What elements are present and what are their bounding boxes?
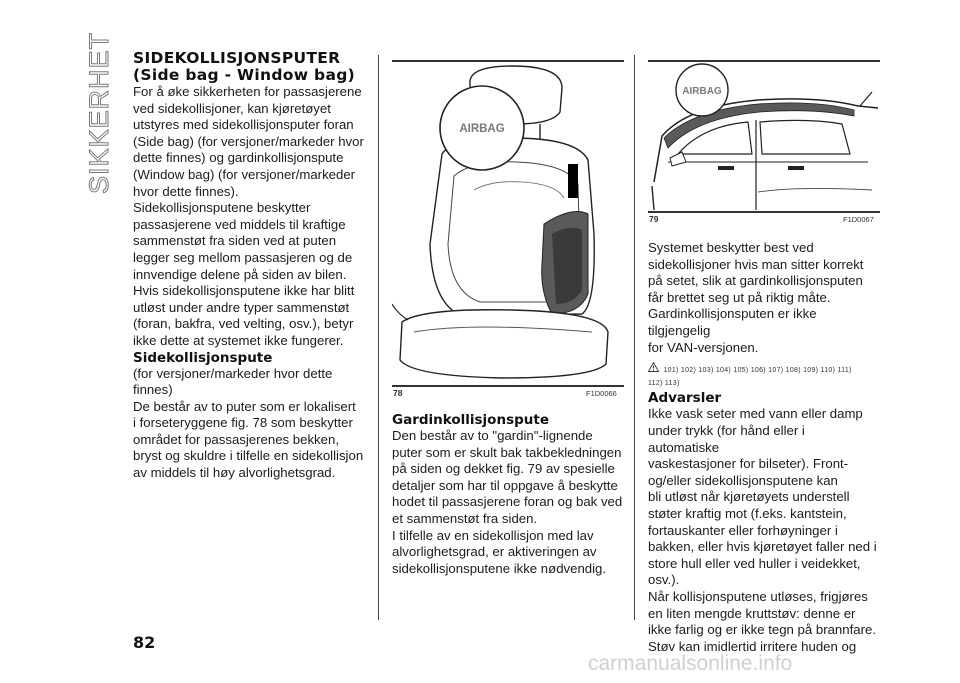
col2-para2	[392, 528, 624, 578]
warning-refs-line1: 101) 102) 103) 104) 105) 106) 107) 108) 109) 110) 111)	[663, 367, 852, 375]
text-line: hvor dette finnes).	[133, 183, 239, 199]
text-line: ikke dette at systemet ikke fungerer.	[133, 332, 344, 348]
subheading-window-airbag: Gardinkollisjonspute	[392, 412, 549, 428]
text-line: sammenstøt fra siden ved at puten	[133, 233, 337, 249]
col1-para5	[133, 399, 365, 482]
subheading-warnings: Advarsler	[648, 390, 722, 407]
figure-number: 79	[649, 214, 659, 224]
text-line: De består av to puter som er lokalisert	[133, 398, 356, 414]
airbag-badge-label: AIRBAG	[682, 86, 722, 97]
text-line: puter som er skult bak takbekledningen	[392, 444, 622, 460]
text-line: (Window bag) (for versjoner/markeder	[133, 166, 356, 182]
section-side-tab-label: SIKKERHET	[84, 31, 114, 194]
text-line: vaskestasjoner for bilseter). Front-	[648, 456, 849, 472]
text-line: Den består av to "gardin"-lignende	[392, 428, 593, 443]
col2-para1	[392, 428, 624, 528]
subheading-side-airbag: Sidekollisjonspute	[133, 349, 273, 366]
text-line: utstyres med sidekollisjonsputer foran	[133, 117, 354, 133]
seat-airbag-illustration	[392, 64, 624, 382]
text-line: Ikke vask seter med vann eller damp	[648, 406, 863, 422]
text-line: sidekollisjonsputene ikke nødvendig.	[392, 560, 607, 576]
col3-para1	[648, 240, 878, 306]
col3-para4	[648, 589, 878, 655]
text-line: detaljer som har til oppgave å beskytte	[392, 477, 618, 493]
text-line: store hull eller ved huller i veidekket,	[648, 555, 861, 571]
column-3	[648, 240, 878, 655]
column-1	[133, 50, 365, 482]
text-line: på siden og dekket fig. 79 av spesielle	[392, 461, 615, 477]
col3-para3	[648, 406, 878, 589]
text-line: en liten mengde kruttstøv: denne er	[648, 605, 856, 621]
text-line: for VAN-versjonen.	[648, 339, 759, 355]
text-line: (Side bag) (for versjoner/markeder hvor	[133, 133, 364, 149]
text-line: legger seg mellom passasjeren og de	[133, 249, 353, 265]
text-line: under trykk (for hånd eller i automatiske	[648, 422, 805, 455]
text-line: Systemet beskytter best ved	[648, 240, 814, 255]
text-line: og/eller sidekollisjonsputene kan	[648, 472, 838, 488]
text-line: finnes)	[133, 382, 173, 398]
page-number: 82	[133, 633, 156, 652]
col1-para1	[133, 84, 365, 200]
text-line: utløst under andre typer sammenstøt	[133, 299, 350, 315]
text-line: For å øke sikkerheten for passasjerene	[133, 84, 362, 99]
warning-references	[648, 359, 878, 387]
column-divider	[378, 55, 379, 620]
text-line: ved sidekollisjoner, kan kjøretøyet	[133, 100, 331, 116]
figure-bottom-rule	[648, 211, 880, 213]
text-line: bakken, eller hvis kjøretøyet faller ned i	[648, 539, 877, 555]
text-line: hodet til passasjerene foran og bak ved	[392, 494, 623, 510]
figure-top-rule	[392, 60, 624, 62]
column-2	[392, 412, 624, 577]
text-line: av middels til høy alvorlighetsgrad.	[133, 465, 336, 481]
text-line: dette finnes) og gardinkollisjonspute	[133, 150, 344, 166]
text-line: får brettet seg ut på riktig måte.	[648, 289, 831, 305]
figure-number: 78	[393, 388, 403, 398]
text-line: på setet, slik at gardinkollisjonsputen	[648, 273, 863, 289]
warning-triangle-icon	[648, 359, 659, 377]
text-line: alvorlighetsgrad, er aktiveringen av	[392, 544, 597, 560]
col1-para3	[133, 283, 365, 349]
text-line: området for passasjerenes bekken,	[133, 431, 339, 447]
text-line: Når kollisjonsputene utløses, frigjøres	[648, 588, 868, 604]
text-line: støter kraftig mot (f.eks. kantstein,	[648, 505, 847, 521]
watermark: carmanualsonline.info	[588, 652, 793, 675]
text-line: bli utløst når kjøretøyets understell	[648, 489, 850, 505]
warning-refs-line2: 112) 113)	[648, 380, 680, 388]
section-side-tab	[84, 31, 114, 194]
text-line: Hvis sidekollisjonsputene ikke har blitt	[133, 283, 355, 299]
airbag-badge-label: AIRBAG	[459, 123, 505, 135]
text-line: fortauskanter eller forhøyninger i	[648, 522, 838, 538]
section-heading-line1: SIDEKOLLISJONSPUTER	[133, 49, 341, 67]
text-line: Støv kan imidlertid irritere huden og	[648, 638, 857, 654]
column-divider	[634, 55, 635, 620]
text-line: passasjerene ved middels til kraftige	[133, 216, 346, 232]
text-line: osv.).	[648, 572, 680, 588]
car-window-airbag-illustration	[648, 62, 880, 212]
text-line: (for versjoner/markeder hvor dette	[133, 365, 333, 381]
col1-para4	[133, 366, 365, 399]
text-line: sidekollisjoner hvis man sitter korrekt	[648, 256, 864, 272]
text-line: ikke farlig og er ikke tegn på brannfare.	[648, 622, 876, 638]
col1-para2	[133, 200, 365, 283]
text-line: bryst og skuldre i tilfelle en sidekollisjon	[133, 448, 364, 464]
section-heading-line2: (Side bag - Window bag)	[133, 66, 355, 84]
text-line: (foran, bakfra, ved velting, osv.), betyr	[133, 316, 354, 332]
text-line: et sammenstøt fra siden.	[392, 510, 538, 526]
figure-bottom-rule	[392, 385, 624, 387]
figure-code: F1D0067	[843, 215, 874, 224]
figure-code: F1D0066	[586, 389, 617, 398]
text-line: I tilfelle av en sidekollisjon med lav	[392, 527, 594, 543]
text-line: Gardinkollisjonsputen er ikke tilgjengelig	[648, 306, 817, 338]
col3-para2	[648, 306, 878, 356]
text-line: Sidekollisjonsputene beskytter	[133, 200, 311, 216]
text-line: innvendige delene på siden av bilen.	[133, 266, 347, 282]
text-line: i forseteryggene fig. 78 som beskytter	[133, 415, 353, 431]
